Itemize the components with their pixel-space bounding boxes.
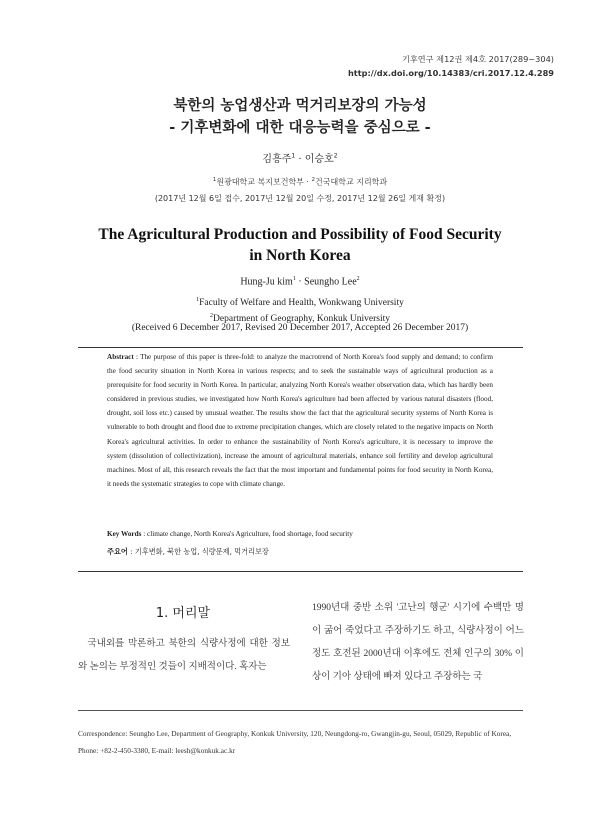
correspondence-footnote: Correspondence: Seungho Lee, Department of Geography, Konkuk University, 120, Neungdong-ro, Gwangjin-gu, Seoul, 05029, Republic of Korea, Phone: +82-2-450-3380, E-mail: leesh@konkuk.ac.kr [78,729,512,755]
english-author-2: Seungho Lee [304,276,357,288]
korean-affil-sup-2: 2 [311,177,316,183]
korean-affiliations [0,172,600,207]
keywords-text: : climate change, North Korea's Agriculture, food shortage, food security [141,530,353,538]
section-heading: 1. 머리말 [155,606,211,621]
footnote-rule [78,710,523,711]
keywords [107,528,493,540]
abstract-text: : The purpose of this paper is three-fold: to analyze the macrotrend of North Korea's food supply and demand; to confirm the food security situation in North Korea in various respects; and to seek the sustainable ways of agricultural production as a prerequisite for food security in North Korea. In particular, analyzing North Korea's weather observation data, which has hardly been considered in previous studies, we investigated how North Korea's agriculture had been affected by various natural disasters (flood, drought, soil loss etc.) caused by unusual weather. The results show the fact that the agricultural security systems of North Korea is vulnerable to both drought and flood due to extreme precipitation changes, which are closely related to the negative impacts on North Korea's agricultural activities. In order to enhance the sustainability of North Korea's agriculture, it is necessary to improve the system (dissolution of collectivization), increase the amount of agricultural materials, enhance soil fertility and develop agricultural machines. Most of all, this research reveals the fact that the most important and fundamental points for food security in North Korea, it needs the systematic strategies to cope with climate change. [107,353,493,488]
korean-author-1-sup: 1 [291,152,296,160]
korean-received-dates: (2017년 12월 6일 접수, 2017년 12월 20일 수정, 2017년 12월 26일 게재 확정) [154,193,446,203]
korean-affiliation-1: 원광대학교 복지보건학부 · [216,177,312,187]
english-affiliations [0,294,600,326]
korean-title-line2: - 기후변화에 대한 대응능력을 중심으로 - [169,120,431,136]
korean-affiliation-2: 건국대학교 지리학과 [315,177,388,187]
keywords-label: Key Words [107,530,142,538]
abstract-bottom-rule [78,571,523,572]
korean-title [0,95,600,139]
korean-affil-sup-1: 1 [212,177,217,183]
english-affil-sup-2: 2 [210,313,214,320]
korean-title-line1: 북한의 농업생산과 먹거리보장의 가능성 [173,98,427,114]
english-title-line2: in North Korea [249,247,351,264]
english-received-dates: (Received 6 December 2017, Revised 20 December 2017, Accepted 26 December 2017) [131,323,469,333]
korean-author-1: 김흥주 [262,154,292,165]
journal-citation: 기후연구 제12권 제4호 2017(289~304) [401,54,554,64]
english-author-separator: · [295,276,305,288]
english-authors [0,276,600,287]
english-title [0,224,600,266]
abstract-label: Abstract [107,353,134,361]
english-title-line1: The Agricultural Production and Possibility of Food Security [98,226,502,243]
korean-keywords-text: : 기후변화, 북한 농업, 식량문제, 먹거리보장 [127,547,269,556]
english-affil-sup-1: 1 [196,297,200,303]
korean-author-separator: · [295,154,305,165]
korean-author-2-sup: 2 [333,152,338,160]
english-affiliation-1-line [0,294,600,310]
body-right-column: 1990년대 중반 소위 '고난의 행군' 시기에 수백만 명이 굶어 죽었다고 주장하기도 하고, 식량사정이 어느 정도 호전된 2000년대 이후에도 전체 인구의 30% 이상이 기아 상태에 빠져 있다고 주장하는 국 [312,603,524,682]
korean-authors [0,150,600,165]
english-author-2-sup: 2 [356,276,360,282]
english-affiliation-2: Department of Geography, Konkuk University [213,314,390,325]
doi-link[interactable]: http://dx.doi.org/10.14383/cri.2017.12.4.289 [347,68,554,78]
english-author-1: Hung-Ju kim [240,276,293,288]
korean-affiliation-line [0,172,600,191]
korean-keywords [107,546,493,558]
english-author-1-sup: 1 [292,276,296,282]
journal-header [348,52,554,80]
body-left-column: 국내외를 막론하고 북한의 식량사정에 대한 정보와 논의는 부정적인 것들이 지배적이다. 혹자는 [78,639,290,672]
korean-author-2: 이승호 [304,154,334,165]
english-affiliation-1: Faculty of Welfare and Health, Wonkwang University [199,298,404,309]
abstract-top-rule [78,347,523,348]
korean-keywords-label: 주요어 [107,547,128,556]
abstract [107,350,493,491]
